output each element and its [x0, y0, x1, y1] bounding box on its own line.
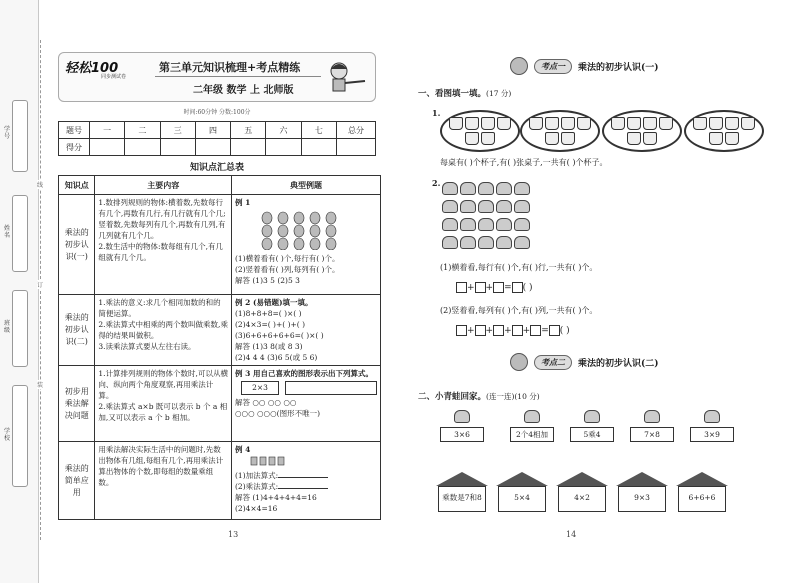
cut-mark-bind: 订	[37, 282, 44, 289]
table-row	[59, 195, 381, 295]
table-plate	[520, 110, 600, 152]
content-item: 3.读乘法算式要从左往右读。	[98, 342, 196, 351]
house-label: 5×4	[498, 486, 546, 512]
cup-icon	[449, 117, 463, 130]
starfish-icon	[460, 200, 476, 213]
spine-label-school: 学校	[3, 428, 10, 442]
cup-icon	[465, 117, 479, 130]
cup-group-icon	[249, 455, 289, 467]
example-line: (2)竖着看有( )列,每列有( )个。	[235, 265, 340, 274]
example-title: 例 2 (易错题)填一填。	[235, 298, 313, 307]
answer-box[interactable]	[512, 325, 523, 336]
house-roof-icon	[436, 472, 488, 486]
score-cell: 二	[125, 122, 160, 139]
house-label: 9×3	[618, 486, 666, 512]
cup-icon	[497, 117, 511, 130]
spine-label-student-number: 学号	[3, 126, 10, 140]
cup-icon	[465, 132, 479, 145]
frog-icon	[454, 410, 470, 423]
content-item: 2.数生活中的物体:数每组有几个,有几组就有几个几。	[98, 242, 223, 262]
house[interactable]	[436, 472, 488, 512]
summary-title: 知识点汇总表	[189, 163, 244, 173]
question-number: 1.	[432, 108, 441, 118]
column-header: 主要内容	[95, 176, 232, 195]
table-plate	[684, 110, 764, 152]
cut-line	[40, 40, 41, 540]
score-input[interactable]	[195, 139, 230, 156]
house[interactable]	[616, 472, 668, 512]
score-cell: 得分	[59, 139, 90, 156]
question-number: 2.	[432, 178, 441, 188]
example-answer: (2)4×4=16	[235, 504, 278, 513]
frog-icon	[644, 410, 660, 423]
main-content	[95, 366, 232, 442]
starfish-icon	[478, 236, 494, 249]
content-item: 用乘法解决实际生活中的问题时,先数出物体有几组,每组有几个,再用乘法计算出物体的个数,即每组的数量乘组数。	[98, 445, 224, 487]
section-header-1	[510, 57, 659, 75]
starfish-icon	[514, 182, 530, 195]
answer-box[interactable]	[493, 282, 504, 293]
frog-icon	[704, 410, 720, 423]
cut-mark-line: 线	[37, 182, 44, 189]
example-line: (2)乘法算式:	[235, 481, 377, 492]
score-cell: 三	[160, 122, 195, 139]
starfish-icon	[496, 182, 512, 195]
starfish-icon	[460, 182, 476, 195]
content-item: 1.数排列规则的物体:横着数,先数每行有几个,再数有几行,有几行就有几个几;竖着数,先数每列有几个,再数有几列,有几列就有几个几。	[98, 198, 226, 240]
example-line: (1)8+8+8=( )×( )	[235, 309, 302, 318]
section-header-2	[510, 353, 659, 371]
expression-box: 2×3	[241, 381, 279, 395]
example-line: (3)6+6+6+6+6=( )×( )	[235, 331, 324, 340]
frog-card[interactable]: 7×8	[630, 427, 674, 442]
knowledge-point: 乘法的初步认识(二)	[59, 295, 95, 366]
starfish-icon	[514, 200, 530, 213]
score-input[interactable]	[125, 139, 160, 156]
frog-card[interactable]: 3×9	[690, 427, 734, 442]
example-title: 例 3 用自己喜欢的图形表示出下列算式。	[235, 369, 373, 378]
table-row	[59, 295, 381, 366]
answer-box[interactable]	[493, 325, 504, 336]
answer-box-row: + + = ( )	[456, 282, 533, 293]
mascot-icon	[321, 59, 367, 95]
starfish-icon	[514, 236, 530, 249]
class-field[interactable]	[12, 290, 28, 367]
answer-box[interactable]	[530, 325, 541, 336]
cup-icon	[709, 117, 723, 130]
table-plate	[440, 110, 520, 152]
starfish-icon	[478, 218, 494, 231]
starfish-icon	[478, 182, 494, 195]
content-item: 1.乘法的意义:求几个相同加数的和的简便运算。	[98, 298, 221, 318]
example-cell	[232, 295, 381, 366]
right-page	[400, 0, 800, 583]
spine-label-name: 姓名	[3, 225, 10, 239]
answer-box[interactable]	[512, 282, 523, 293]
starfish-icon	[460, 236, 476, 249]
table-row	[59, 122, 376, 139]
house[interactable]	[556, 472, 608, 512]
title-divider	[155, 76, 321, 77]
cup-icon	[627, 117, 641, 130]
house-roof-icon	[676, 472, 728, 486]
section-badge: 考点二	[534, 355, 572, 370]
cup-icon	[545, 117, 559, 130]
main-content	[95, 195, 232, 295]
answer-box[interactable]	[456, 282, 467, 293]
table-row	[59, 442, 381, 520]
cup-icon	[693, 117, 707, 130]
starfish-icon	[442, 182, 458, 195]
example-answer: ○○○ ○○○(图形不唯一)	[235, 409, 321, 418]
example-answer: 解答 (1)3 5 (2)5 3	[235, 276, 300, 285]
cup-icon	[577, 117, 591, 130]
spine-label-class: 班级	[3, 320, 10, 334]
answer-box[interactable]	[475, 282, 486, 293]
brand-subtitle: 同步测试卷	[101, 74, 127, 80]
score-input[interactable]	[231, 139, 266, 156]
score-input[interactable]	[301, 139, 336, 156]
header-banner	[58, 52, 376, 102]
answer-box[interactable]	[456, 325, 467, 336]
starfish-icon	[442, 200, 458, 213]
cup-icon	[627, 132, 641, 145]
column-header: 典型例题	[232, 176, 381, 195]
main-content	[95, 442, 232, 520]
cup-icon	[725, 117, 739, 130]
example-line: (1)加法算式:	[235, 470, 377, 481]
house-label: 4×2	[558, 486, 606, 512]
score-input[interactable]	[337, 139, 376, 156]
summary-table	[58, 175, 381, 520]
starfish-icon	[514, 218, 530, 231]
frog-icon	[584, 410, 600, 423]
cup-icon	[643, 132, 657, 145]
question-2-title: 二、小青蛙回家。(连一连)(10 分)	[418, 392, 540, 402]
section-title: 乘法的初步认识(二)	[578, 358, 659, 369]
cut-mark-staple: 装	[37, 382, 44, 389]
drawing-area[interactable]	[285, 381, 377, 395]
score-cell: 一	[90, 122, 125, 139]
page-number: 13	[228, 530, 239, 539]
section-badge: 考点一	[534, 59, 572, 74]
example-answer: 解答 ○○ ○○ ○○	[235, 398, 297, 407]
score-cell: 四	[195, 122, 230, 139]
page-subtitle: 二年级 数学 上 北师版	[193, 85, 294, 96]
globe-icon	[510, 353, 528, 371]
table-row	[59, 366, 381, 442]
score-cell: 七	[301, 122, 336, 139]
cup-icon	[611, 117, 625, 130]
example-cell	[232, 442, 381, 520]
cup-icon	[529, 117, 543, 130]
pear-grid-icon	[259, 210, 339, 250]
frog-icon	[524, 410, 540, 423]
name-field[interactable]	[12, 195, 28, 272]
score-cell: 五	[231, 122, 266, 139]
score-cell: 总分	[337, 122, 376, 139]
starfish-icon	[496, 236, 512, 249]
score-input[interactable]	[266, 139, 301, 156]
house[interactable]	[676, 472, 728, 512]
globe-icon	[510, 57, 528, 75]
content-item: 2.乘法算式 a×b 既可以表示 b 个 a 相加,又可以表示 a 个 b 相加。	[98, 402, 228, 422]
house-roof-icon	[496, 472, 548, 486]
example-line: (2)4×3=( )+( )+( )	[235, 320, 306, 329]
expression-box-row	[235, 381, 377, 395]
time-score-line: 时间:60分钟 分数:100分	[183, 109, 251, 116]
section-title: 乘法的初步认识(一)	[578, 62, 659, 73]
starfish-icon	[442, 218, 458, 231]
example-cell	[232, 366, 381, 442]
cup-icon	[741, 117, 755, 130]
answer-blank[interactable]	[278, 477, 328, 478]
score-cell: 六	[266, 122, 301, 139]
answer-box[interactable]	[475, 325, 486, 336]
example-image	[259, 210, 339, 250]
knowledge-point: 乘法的简单应用	[59, 442, 95, 520]
school-field[interactable]	[12, 385, 28, 487]
example-line: (1)横着看有( )个,每行有( )个。	[235, 254, 340, 263]
question-line: (1)横着看,每行有( )个,有( )行,一共有( )个。	[440, 263, 598, 272]
content-item: 2.乘法算式中相乘的两个数叫做乘数,乘得的结果叫做积。	[98, 320, 228, 340]
example-answer: (2)4 4 4 (3)6 5(或 5 6)	[235, 353, 318, 362]
brand-logo: 轻松100	[65, 61, 119, 76]
cup-icon	[659, 117, 673, 130]
example-title: 例 1	[235, 198, 251, 207]
score-input[interactable]	[160, 139, 195, 156]
frog-card[interactable]: 5乘4	[570, 427, 614, 442]
score-cell: 题号	[59, 122, 90, 139]
example-cell	[232, 195, 381, 295]
binding-spine	[0, 0, 39, 583]
cup-icon	[481, 117, 495, 130]
starfish-icon	[496, 200, 512, 213]
column-header: 知识点	[59, 176, 95, 195]
example-answer: 解答 (1)3 8(或 8 3)	[235, 342, 303, 351]
answer-box[interactable]	[549, 325, 560, 336]
page-number: 14	[566, 530, 577, 539]
house-roof-icon	[556, 472, 608, 486]
content-item: 1.计算排列规则的物体个数时,可以从横向、纵向两个角度观察,再用乘法计算。	[98, 369, 228, 400]
student-number-field[interactable]	[12, 100, 28, 172]
frog-card[interactable]: 2个4相加	[510, 427, 554, 442]
starfish-icon	[442, 236, 458, 249]
answer-box-row: + + + + = ( )	[456, 325, 570, 336]
starfish-grid	[442, 182, 530, 249]
cup-icon	[481, 132, 495, 145]
page-title: 第三单元知识梳理+考点精练	[159, 61, 301, 74]
question-line: 每桌有( )个杯子,有( )张桌子,一共有( )个杯子。	[440, 158, 608, 167]
answer-blank[interactable]	[278, 488, 328, 489]
cup-icon	[709, 132, 723, 145]
cup-icon	[561, 117, 575, 130]
house-label: 乘数是7和8	[438, 486, 486, 512]
question-1-title: 一、看图填一填。(17 分)	[418, 89, 512, 99]
knowledge-point: 乘法的初步认识(一)	[59, 195, 95, 295]
house-roof-icon	[616, 472, 668, 486]
table-plate	[602, 110, 682, 152]
cup-icon	[643, 117, 657, 130]
table-row	[59, 139, 376, 156]
example-title: 例 4	[235, 445, 251, 454]
main-content	[95, 295, 232, 366]
knowledge-point: 初步用乘法解决问题	[59, 366, 95, 442]
starfish-icon	[478, 200, 494, 213]
score-table	[58, 121, 376, 156]
cup-icon	[561, 132, 575, 145]
table-header-row	[59, 176, 381, 195]
starfish-icon	[460, 218, 476, 231]
question-line: (2)竖着看,每列有( )个,有( )列,一共有( )个。	[440, 306, 598, 315]
example-answer: 解答 (1)4+4+4+4=16	[235, 493, 317, 502]
frog-card[interactable]: 3×6	[440, 427, 484, 442]
starfish-icon	[496, 218, 512, 231]
house-label: 6+6+6	[678, 486, 726, 512]
cup-icon	[725, 132, 739, 145]
cup-icon	[545, 132, 559, 145]
score-input[interactable]	[90, 139, 125, 156]
house[interactable]	[496, 472, 548, 512]
